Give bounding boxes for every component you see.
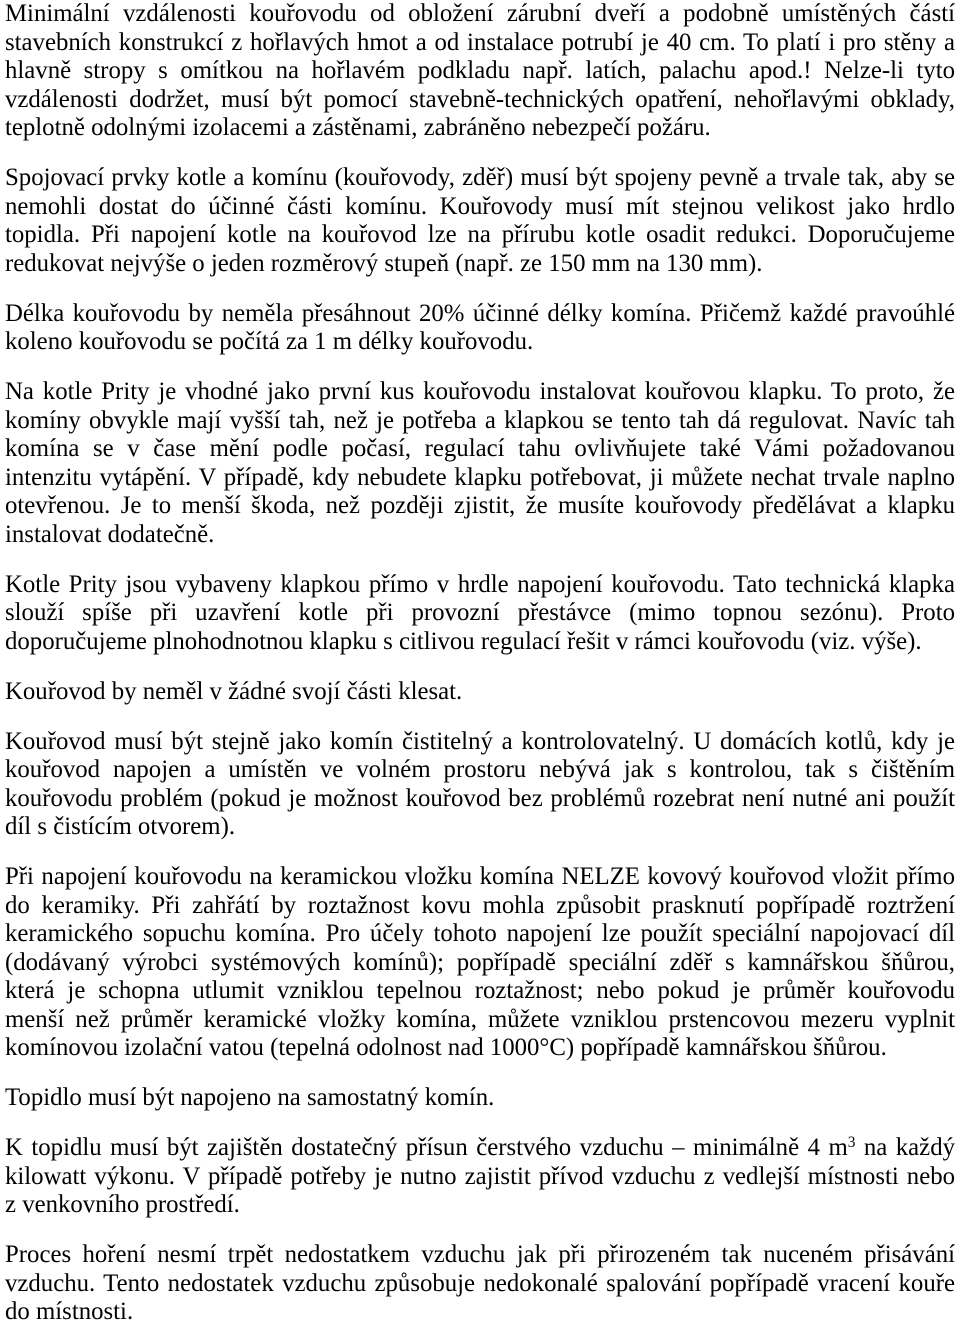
paragraph-line: nemohli dostat do účinné části komínu. Kouřovody musí mít stejnou velikost jako hrdlo (5, 192, 955, 220)
paragraph-line: Při napojení kouřovodu na keramickou vložku komína NELZE kovový kouřovod vložit přímo (5, 863, 955, 890)
paragraph-line: instalovat dodatečně. (5, 520, 215, 548)
paragraph-line: keramického sopuchu komína. Pro účely tohoto napojení lze použít speciální napojovací díl (5, 920, 955, 947)
line-text: na každý (855, 1134, 955, 1161)
paragraph-line: teplotně odolnými izolacemi a zástěnami, zabráněno nebezpečí požáru. (5, 114, 711, 141)
paragraph-line: koleno kouřovodu se počítá za 1 m délky kouřovodu. (5, 328, 534, 355)
paragraph-flue-clearance (5, 0, 955, 143)
paragraph-fresh-air-supply (5, 1134, 955, 1220)
paragraph-line: redukovat nejvýše o jeden rozměrový stupeň (např. ze 150 mm na 130 mm). (5, 249, 763, 277)
paragraph-line: hlavně stropy s omítkou na hořlavém podkladu např. latích, palachu apod.! Nelze-li tyto (5, 57, 955, 84)
paragraph-line: doporučujeme plnohodnotnou klapku s citlivou regulací řešit v rámci kouřovodu (viz. výše). (5, 627, 922, 655)
superscript-exponent: 3 (847, 1134, 856, 1152)
paragraph-line: komínovou izolační vatou (tepelná odolnost nad 1000°C) popřípadě kamnářskou šňůrou. (5, 1034, 887, 1061)
paragraph-line: Kotle Prity jsou vybaveny klapkou přímo v hrdle napojení kouřovodu. Tato technická klapka (5, 570, 955, 598)
paragraph-line: menší než průměr keramické vložky komína, můžete vzniklou prstencovou mezeru vyplnit (5, 1005, 955, 1033)
paragraph-line: do místnosti. (5, 1298, 134, 1325)
paragraph-line: komína se v čase mění podle počasí, regulací tahu ovlivňujete také Vámi požadovanou (5, 435, 955, 462)
paragraph-line: Proces hoření nesmí trpět nedostatkem vzduchu jak při přirozeném tak nuceném přisávání (5, 1241, 955, 1268)
paragraph-line: Minimální vzdálenosti kouřovodu od obložení zárubní dveří a podobně umístěných částí (5, 0, 955, 27)
paragraph-line: komíny obvykle mají vyšší tah, než je potřeba a klapkou se tento tah dá regulovat. Navíc tah (5, 406, 955, 434)
paragraph-line: do keramiky. Při zahřátí by roztažnost kovu mohla způsobit prasknutí popřípadě roztržení (5, 891, 955, 919)
paragraph-no-descent (5, 678, 955, 707)
paragraph-line: (dodávaný výrobci systémových komínů); popřípadě speciální zděř s kamnářskou šňůrou, (5, 948, 955, 976)
paragraph-combustion-air (5, 1241, 955, 1327)
paragraph-line: kouřovodu problém (pokud je možnost kouřovod bez problémů rozebrat není nutné ani použít (5, 784, 955, 812)
paragraph-ceramic-liner-connection (5, 863, 955, 1063)
paragraph-cleanability (5, 728, 955, 842)
paragraph-line: kilowatt výkonu. V případě potřeby je nutno zajistit přívod vzduchu z vedlejší místnosti nebo (5, 1162, 955, 1190)
line-text: K topidlu musí být zajištěn dostatečný přísun čerstvého vzduchu – minimálně 4 m (5, 1134, 848, 1161)
paragraph-line: slouží spíše při uzavření kotle při provozní přestávce (mimo topnou sezónu). Proto (5, 599, 955, 626)
paragraph-line: vzdálenosti dodržet, musí být pomocí stavebně-technických opatření, nehořlavými obklady, (5, 85, 955, 113)
paragraph-line: stavebních konstrukcí z hořlavých hmot a od instalace potrubí je 40 cm. To platí i pro stěny a (5, 28, 955, 56)
paragraph-line: Délka kouřovodu by neměla přesáhnout 20% účinné délky komína. Přičemž každé pravoúhlé (5, 299, 955, 327)
paragraph-line: intenzitu vytápění. V případě, kdy nebudete klapku potřebovat, ji můžete nechat trvale naplno (5, 463, 955, 491)
paragraph-line: vzduchu. Tento nedostatek vzduchu způsobuje nedokonalé spalování popřípadě vracení kouře (5, 1269, 955, 1297)
paragraph-built-in-damper (5, 571, 955, 657)
paragraph-flue-connection (5, 164, 955, 278)
paragraph-line: Kouřovod by neměl v žádné svojí části klesat. (5, 677, 463, 705)
paragraph-flue-length (5, 300, 955, 357)
paragraph-line: kouřovod napojen a umístěn ve volném prostoru nebývá jak s kontrolou, tak s čištěním (5, 756, 955, 783)
paragraph-line: která je schopna utlumit vzniklou tepelnou roztažnost; nebo pokud je průměr kouřovodu (5, 977, 955, 1004)
paragraph-separate-chimney (5, 1084, 955, 1113)
paragraph-line: díl s čistícím otvorem). (5, 813, 236, 840)
paragraph-line: topidla. Při napojení kotle na kouřovod lze na přírubu kotle osadit redukci. Doporučujeme (5, 221, 955, 248)
paragraph-line: Kouřovod musí být stejně jako komín čistitelný a kontrolovatelný. U domácích kotlů, kdy je (5, 727, 955, 755)
paragraph-line: Topidlo musí být napojeno na samostatný komín. (5, 1084, 495, 1111)
paragraph-line: Spojovací prvky kotle a komínu (kouřovody, zděř) musí být spojeny pevně a trvale tak, aby se (5, 164, 955, 191)
paragraph-damper-recommendation (5, 378, 955, 549)
paragraph-line: z venkovního prostředí. (5, 1191, 240, 1218)
paragraph-line (5, 1134, 955, 1163)
paragraph-line: Na kotle Prity je vhodné jako první kus kouřovodu instalovat kouřovou klapku. To proto, že (5, 378, 955, 405)
paragraph-line: otevřenou. Je to menší škoda, než později zjistit, že musíte kouřovody předělávat a klapku (5, 492, 955, 519)
